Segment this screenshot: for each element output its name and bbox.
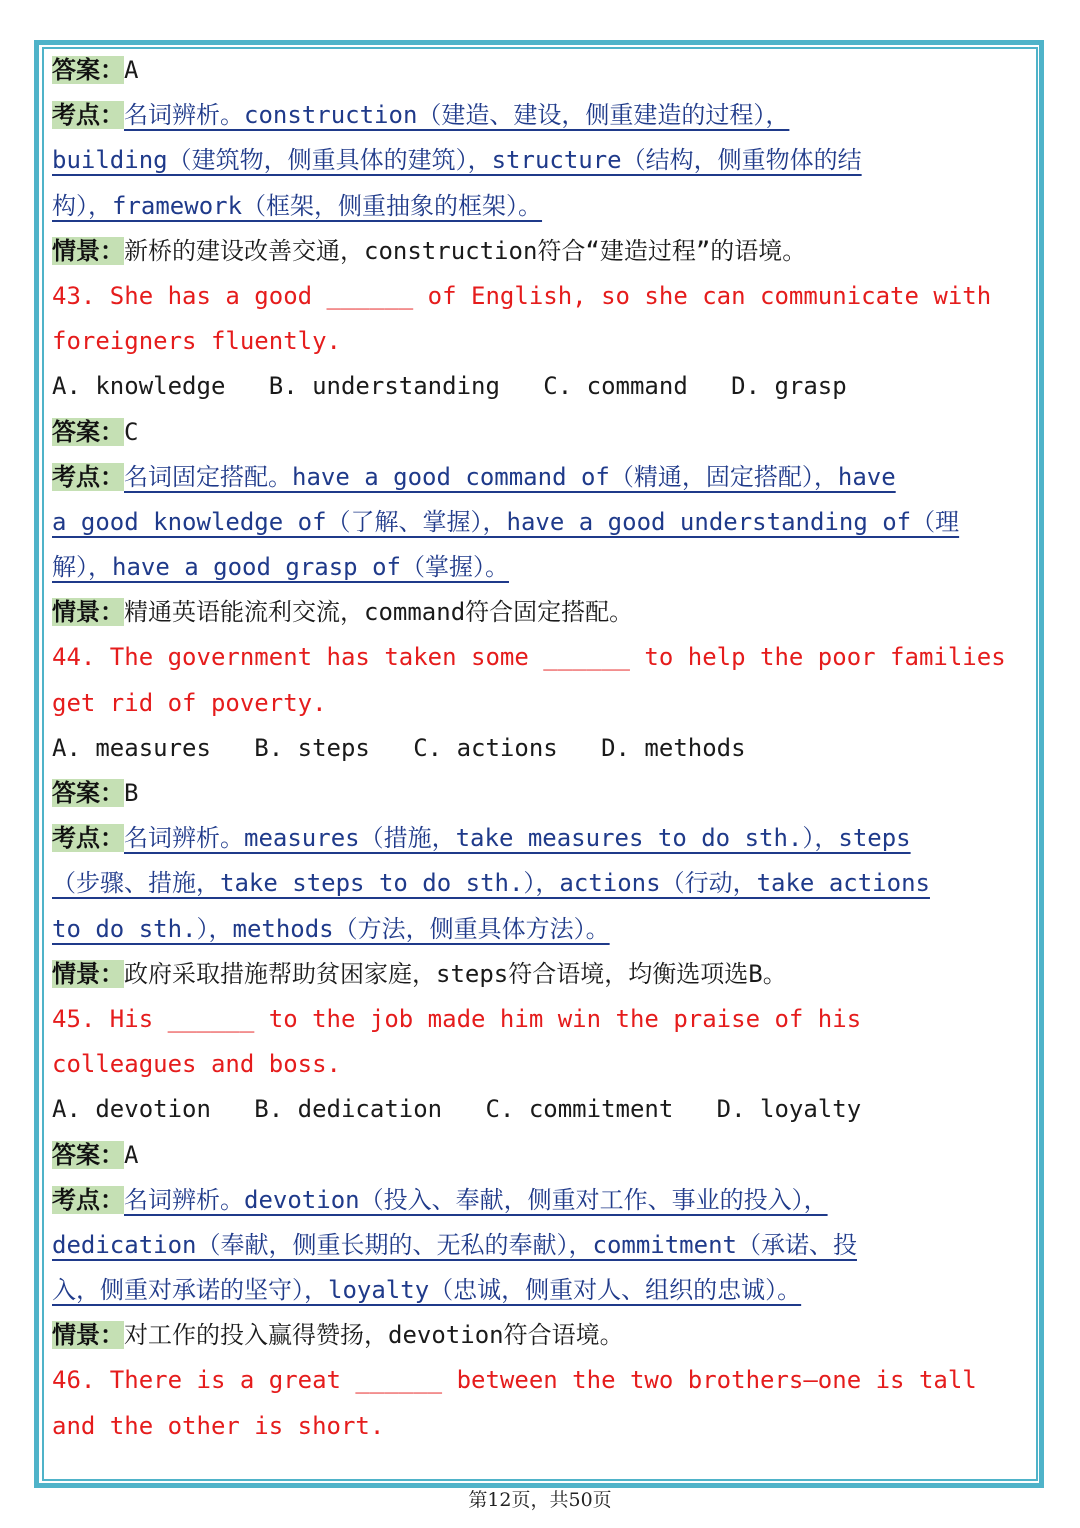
text-span: colleagues and boss. xyxy=(52,1050,341,1079)
text-span: dedication（奉献，侧重长期的、无私的奉献），commitment（承诺、投 xyxy=(52,1230,857,1259)
text-line xyxy=(52,1178,1032,1223)
text-span: building（建筑物，侧重具体的建筑），structure（结构，侧重物体的结 xyxy=(52,146,862,175)
page-number: 第12页，共50页 xyxy=(468,1489,612,1511)
text-span: 43. She has a good ______ of English, so she can communicate with xyxy=(52,281,992,310)
text-line xyxy=(52,861,1032,906)
section-label: 考点： xyxy=(52,462,124,491)
text-span: 对工作的投入赢得赞扬，devotion符合语境。 xyxy=(124,1321,624,1350)
text-line xyxy=(52,184,1032,229)
document-body xyxy=(52,48,1032,1449)
text-line xyxy=(52,1313,1032,1358)
text-line xyxy=(52,952,1032,997)
text-span: and the other is short. xyxy=(52,1411,385,1440)
text-span: A xyxy=(124,1140,139,1169)
text-span: B xyxy=(124,779,139,807)
text-span: 精通英语能流利交流，command符合固定搭配。 xyxy=(124,598,634,627)
text-line xyxy=(52,229,1032,274)
text-span: to do sth.），methods（方法，侧重具体方法）。 xyxy=(52,914,610,943)
section-label: 答案： xyxy=(52,56,124,84)
text-span: 名词固定搭配。have a good command of（精通，固定搭配），have xyxy=(124,462,896,491)
text-span: A. devotion B. dedication C. commitment D. loyalty xyxy=(52,1095,862,1124)
text-line xyxy=(52,500,1032,545)
text-span: 45. His ______ to the job made him win the praise of his xyxy=(52,1004,862,1033)
text-span: A. measures B. steps C. actions D. methods xyxy=(52,733,746,762)
text-line xyxy=(52,681,1032,726)
text-line xyxy=(52,274,1032,319)
text-line xyxy=(52,364,1032,409)
section-label: 答案： xyxy=(52,417,124,446)
text-span: 构），framework（框架，侧重抽象的框架）。 xyxy=(52,191,543,220)
text-line xyxy=(52,726,1032,771)
text-span: A. knowledge B. understanding C. command D. grasp xyxy=(52,372,847,401)
text-line xyxy=(52,1358,1032,1403)
text-line xyxy=(52,907,1032,952)
text-line xyxy=(52,771,1032,816)
text-line xyxy=(52,635,1032,680)
text-span: 46. There is a great ______ between the two brothers—one is tall xyxy=(52,1366,977,1395)
section-label: 情景： xyxy=(52,1321,124,1350)
section-label: 考点： xyxy=(52,824,124,853)
text-line xyxy=(52,1404,1032,1449)
text-span: 解），have a good grasp of（掌握）。 xyxy=(52,553,509,582)
text-line xyxy=(52,410,1032,455)
text-span: 44. The government has taken some ______ to help the poor families xyxy=(52,643,1006,672)
text-span: A xyxy=(124,56,139,84)
text-line xyxy=(52,1087,1032,1132)
text-line xyxy=(52,138,1032,183)
text-line xyxy=(52,997,1032,1042)
text-span: 新桥的建设改善交通，construction符合“建造过程”的语境。 xyxy=(124,236,807,265)
text-line xyxy=(52,1042,1032,1087)
section-label: 答案： xyxy=(52,1140,124,1169)
text-span: （步骤、措施，take steps to do sth.），actions（行动，take actions xyxy=(52,869,930,898)
text-span: 名词辨析。measures（措施，take measures to do sth.），steps xyxy=(124,824,911,853)
text-line xyxy=(52,48,1032,93)
text-span: 政府采取措施帮助贫困家庭，steps符合语境，均衡选项选B。 xyxy=(124,959,787,988)
text-span: C xyxy=(124,417,139,446)
text-span: a good knowledge of（了解、掌握），have a good understanding of（理 xyxy=(52,507,960,536)
text-line xyxy=(52,816,1032,861)
section-label: 考点： xyxy=(52,1185,124,1214)
text-span: 名词辨析。devotion（投入、奉献，侧重对工作、事业的投入）， xyxy=(124,1185,828,1214)
text-span: get rid of poverty. xyxy=(52,688,327,717)
text-line xyxy=(52,590,1032,635)
text-span: 名词辨析。construction（建造、建设，侧重建造的过程）， xyxy=(124,101,790,130)
section-label: 情景： xyxy=(52,598,124,627)
text-line xyxy=(52,1133,1032,1178)
section-label: 情景： xyxy=(52,236,124,265)
text-span: foreigners fluently. xyxy=(52,327,341,356)
text-line xyxy=(52,545,1032,590)
text-line xyxy=(52,455,1032,500)
text-line xyxy=(52,1268,1032,1313)
text-line xyxy=(52,319,1032,364)
text-line xyxy=(52,1223,1032,1268)
section-label: 情景： xyxy=(52,959,124,988)
section-label: 考点： xyxy=(52,101,124,130)
text-span: 入，侧重对承诺的坚守），loyalty（忠诚，侧重对人、组织的忠诚）。 xyxy=(52,1276,802,1305)
text-line xyxy=(52,93,1032,138)
section-label: 答案： xyxy=(52,779,124,807)
